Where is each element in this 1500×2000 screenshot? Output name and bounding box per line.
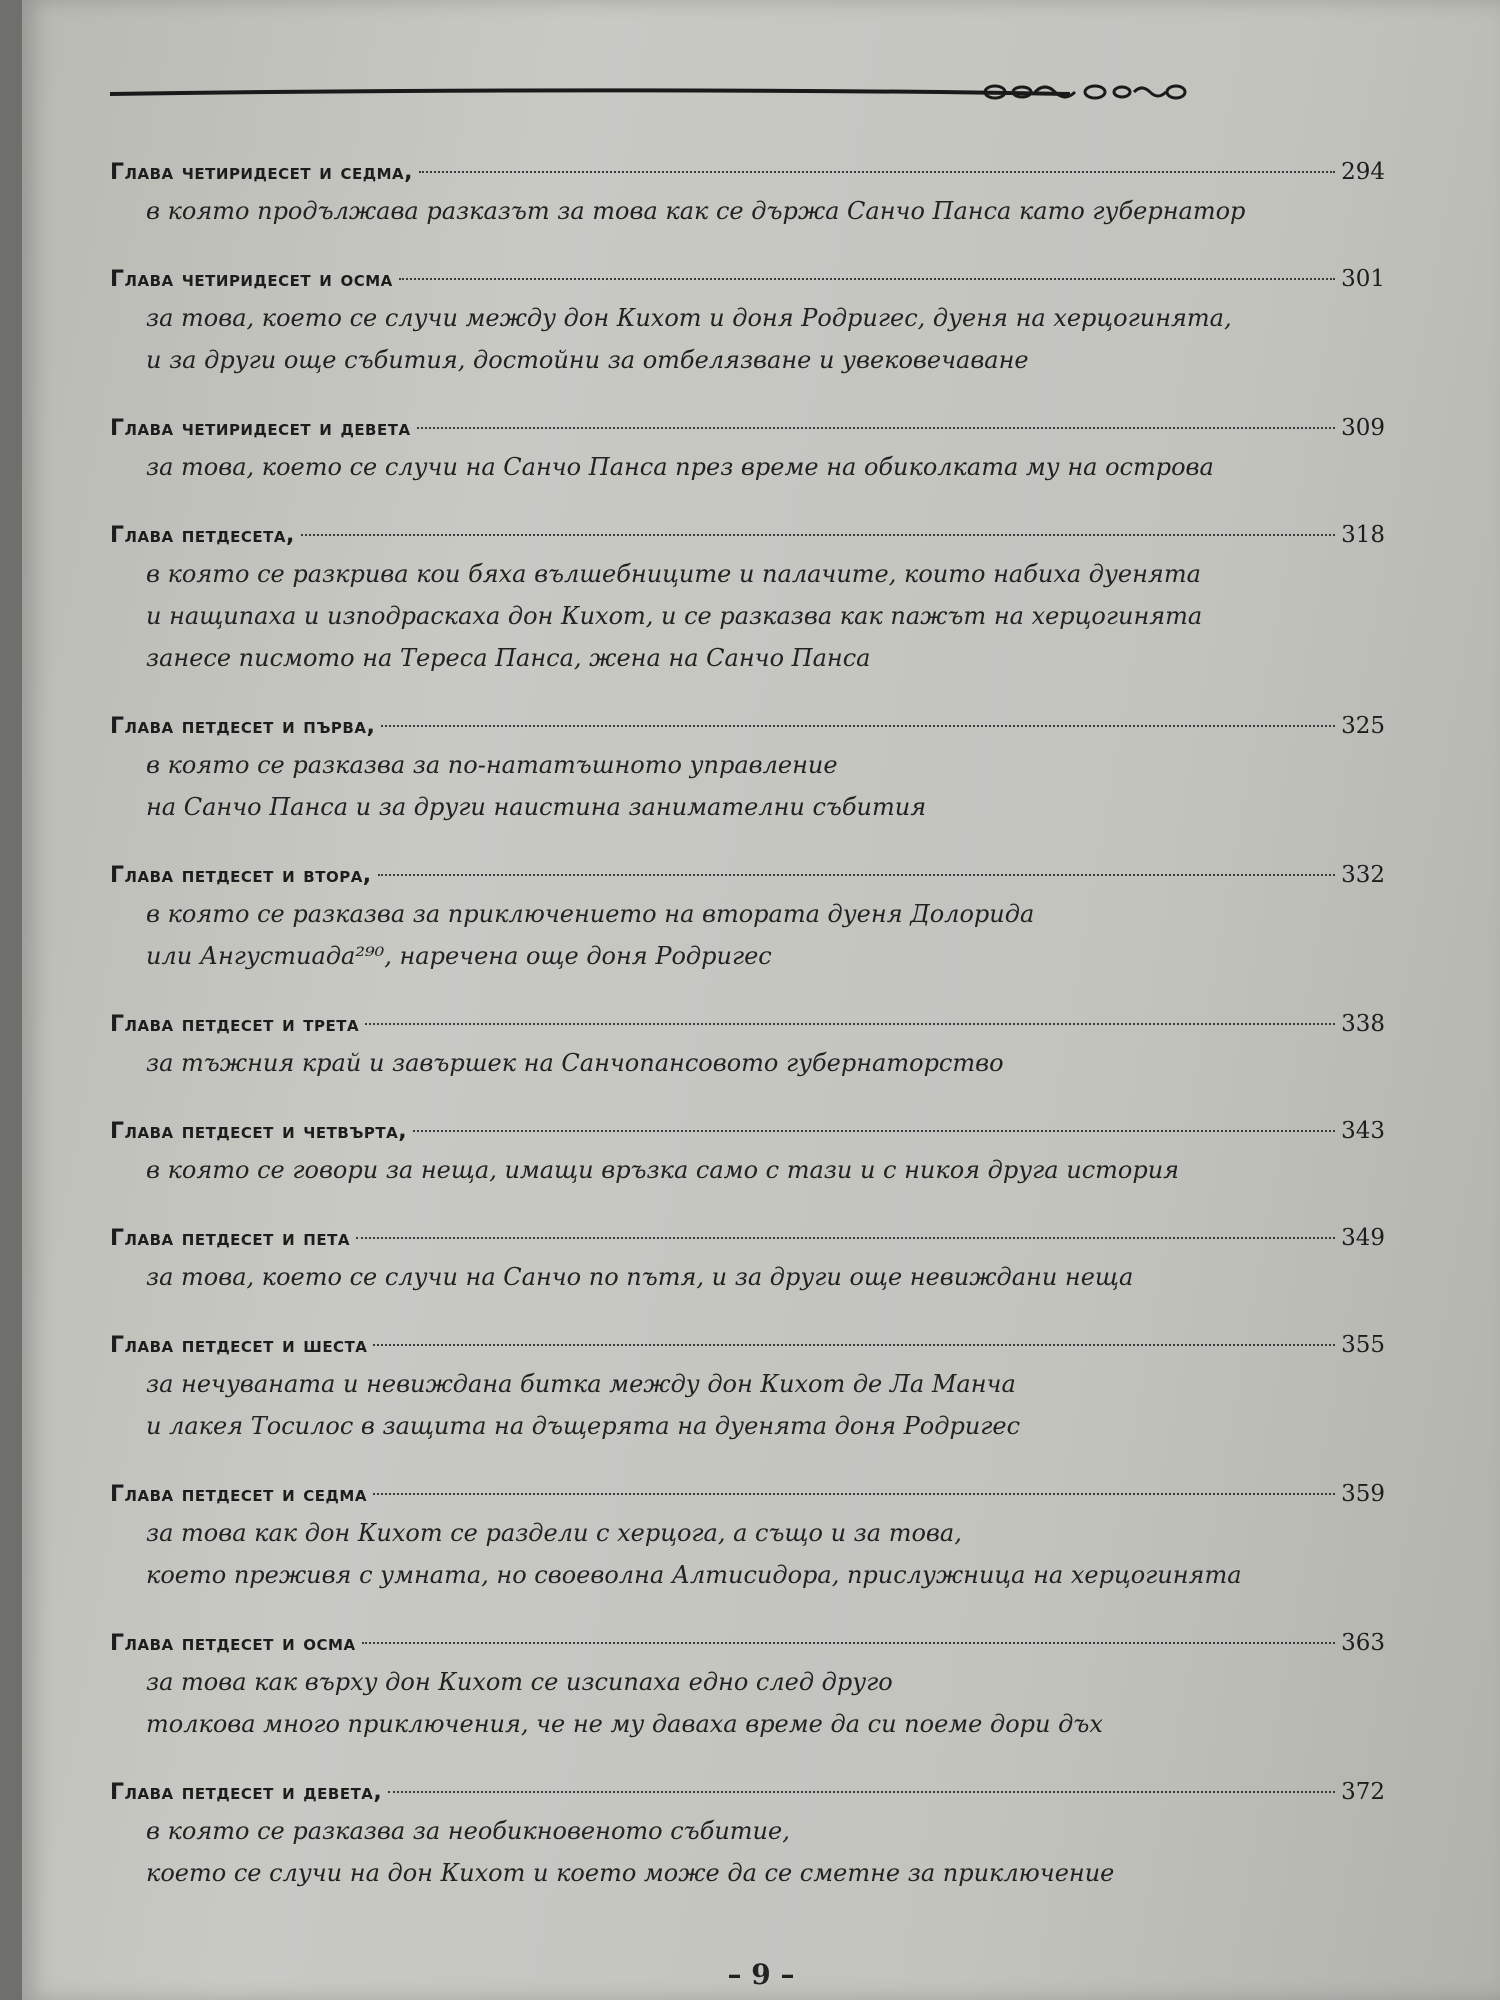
- page-ref: 349: [1341, 1225, 1385, 1251]
- page-number: – 9 –: [727, 1958, 795, 1991]
- dot-leader: [365, 1023, 1335, 1025]
- chapter-description: [146, 1512, 1385, 1596]
- page-ref: 318: [1341, 522, 1385, 548]
- description-line: в която се говори за неща, имащи връзка само с тази и с никоя друга история: [146, 1156, 1180, 1184]
- toc-entry: [110, 1775, 1385, 1894]
- dot-leader: [413, 1130, 1335, 1132]
- description-line: или Ангустиада²⁹⁰, наречена още доня Родригес: [146, 942, 772, 970]
- toc-entry: [110, 1626, 1385, 1745]
- toc-entry: [110, 1328, 1385, 1447]
- description-line: в която се разказва за приключението на втората дуеня Долорида: [146, 900, 1035, 928]
- description-line: и лакея Тосилос в защита на дъщерята на дуенята доня Родригес: [146, 1412, 1021, 1440]
- chapter-description: [146, 1363, 1385, 1447]
- description-line: толкова много приключения, че не му даваха време да си поеме дори дъх: [146, 1710, 1103, 1738]
- toc-entry: [110, 1221, 1385, 1298]
- toc-entry: [110, 1477, 1385, 1596]
- description-line: и за други още събития, достойни за отбелязване и увековечаване: [146, 346, 1029, 374]
- description-line: в която се разказва за по-нататъшното управление: [146, 751, 838, 779]
- description-line: в която се разказва за необикновеното събитие,: [146, 1817, 790, 1845]
- description-line: за това как дон Кихот се раздели с херцога, а също и за това,: [146, 1519, 962, 1547]
- chapter-description: [146, 1661, 1385, 1745]
- description-line: за това как върху дон Кихот се изсипаха едно след друго: [146, 1668, 893, 1696]
- toc-entry-heading: [110, 1007, 1385, 1042]
- toc-entry: [110, 1114, 1385, 1191]
- toc-entry-heading: [110, 1328, 1385, 1363]
- dot-leader: [378, 874, 1335, 876]
- toc-entry-heading: [110, 1221, 1385, 1256]
- toc-entry-heading: [110, 1626, 1385, 1661]
- dot-leader: [373, 1493, 1335, 1495]
- chapter-description: [146, 1810, 1385, 1894]
- dot-leader: [388, 1791, 1335, 1793]
- chapter-title: Глава петдесет и пета: [110, 1226, 350, 1251]
- description-line: занесе писмото на Тереса Панса, жена на Санчо Панса: [146, 644, 871, 672]
- description-line: в която се разкрива кои бяха вълшебниците и палачите, които набиха дуенята: [146, 560, 1201, 588]
- description-line: за това, което се случи на Санчо Панса през време на обиколката му на острова: [146, 453, 1214, 481]
- chapter-title: Глава петдесет и осма: [110, 1631, 356, 1656]
- toc-entry-heading: [110, 1775, 1385, 1810]
- toc-entry: [110, 411, 1385, 488]
- page-ref: 332: [1341, 862, 1385, 888]
- toc-entry-heading: [110, 262, 1385, 297]
- chapter-title: Глава петдесет и първа,: [110, 714, 376, 739]
- description-line: за това, което се случи между дон Кихот и доня Родригес, дуеня на херцогинята,: [146, 304, 1232, 332]
- book-page: [22, 0, 1500, 2000]
- page-ref: 338: [1341, 1011, 1385, 1037]
- toc-entry-heading: [110, 858, 1385, 893]
- dot-leader: [381, 725, 1335, 727]
- chapter-description: [146, 744, 1385, 828]
- chapter-description: [146, 553, 1385, 679]
- toc-entry-heading: [110, 411, 1385, 446]
- toc-entry-heading: [110, 709, 1385, 744]
- chapter-description: [146, 1256, 1385, 1298]
- description-line: на Санчо Панса и за други наистина занимателни събития: [146, 793, 927, 821]
- dot-leader: [301, 534, 1335, 536]
- description-line: което се случи на дон Кихот и което може да се сметне за приключение: [146, 1859, 1115, 1887]
- page-ref: 355: [1341, 1332, 1385, 1358]
- page-ref: 363: [1341, 1630, 1385, 1656]
- description-line: за тъжния край и завършек на Санчопансовото губернаторство: [146, 1049, 1004, 1077]
- toc-entry-heading: [110, 518, 1385, 553]
- chapter-description: [146, 893, 1385, 977]
- toc-entry: [110, 518, 1385, 679]
- table-of-contents: [110, 155, 1385, 1924]
- toc-entry: [110, 858, 1385, 977]
- header-ornament-rule: [110, 78, 1190, 108]
- description-line: за нечуваната и невиждана битка между дон Кихот де Ла Манча: [146, 1370, 1016, 1398]
- chapter-title: Глава четиридесет и девета: [110, 416, 411, 441]
- chapter-title: Глава петдесет и седма: [110, 1482, 367, 1507]
- chapter-title: Глава петдесет и втора,: [110, 863, 372, 888]
- toc-entry: [110, 1007, 1385, 1084]
- chapter-title: Глава петдесет и трета: [110, 1012, 360, 1037]
- dot-leader: [373, 1344, 1335, 1346]
- chapter-description: [146, 1042, 1385, 1084]
- toc-entry-heading: [110, 1477, 1385, 1512]
- toc-entry-heading: [110, 155, 1385, 190]
- chapter-title: Глава петдесета,: [110, 523, 295, 548]
- dot-leader: [362, 1642, 1336, 1644]
- description-line: в която продължава разказът за това как се държа Санчо Панса като губернатор: [146, 197, 1246, 225]
- dot-leader: [417, 427, 1336, 429]
- chapter-title: Глава петдесет и четвърта,: [110, 1119, 408, 1144]
- toc-entry-heading: [110, 1114, 1385, 1149]
- page-ref: 325: [1341, 713, 1385, 739]
- toc-entry: [110, 709, 1385, 828]
- page-ref: 359: [1341, 1481, 1385, 1507]
- page-ref: 372: [1341, 1779, 1385, 1805]
- dot-leader: [399, 278, 1335, 280]
- chapter-description: [146, 297, 1385, 381]
- page-ref: 301: [1341, 266, 1385, 292]
- description-line: за това, което се случи на Санчо по пътя, и за други още невиждани неща: [146, 1263, 1134, 1291]
- page-ref: 294: [1341, 159, 1385, 185]
- page-ref: 309: [1341, 415, 1385, 441]
- toc-entry: [110, 155, 1385, 232]
- chapter-description: [146, 446, 1385, 488]
- dot-leader: [419, 171, 1335, 173]
- chapter-title: Глава петдесет и девета,: [110, 1780, 383, 1805]
- description-line: и нащипаха и изподраскаха дон Кихот, и се разказва как пажът на херцогинята: [146, 602, 1203, 630]
- chapter-description: [146, 1149, 1385, 1191]
- dot-leader: [356, 1237, 1335, 1239]
- chapter-description: [146, 190, 1385, 232]
- toc-entry: [110, 262, 1385, 381]
- chapter-title: Глава четиридесет и седма,: [110, 160, 413, 185]
- description-line: което преживя с умната, но своеволна Алтисидора, прислужница на херцогинята: [146, 1561, 1242, 1589]
- chapter-title: Глава петдесет и шеста: [110, 1333, 368, 1358]
- page-ref: 343: [1341, 1118, 1385, 1144]
- chapter-title: Глава четиридесет и осма: [110, 267, 393, 292]
